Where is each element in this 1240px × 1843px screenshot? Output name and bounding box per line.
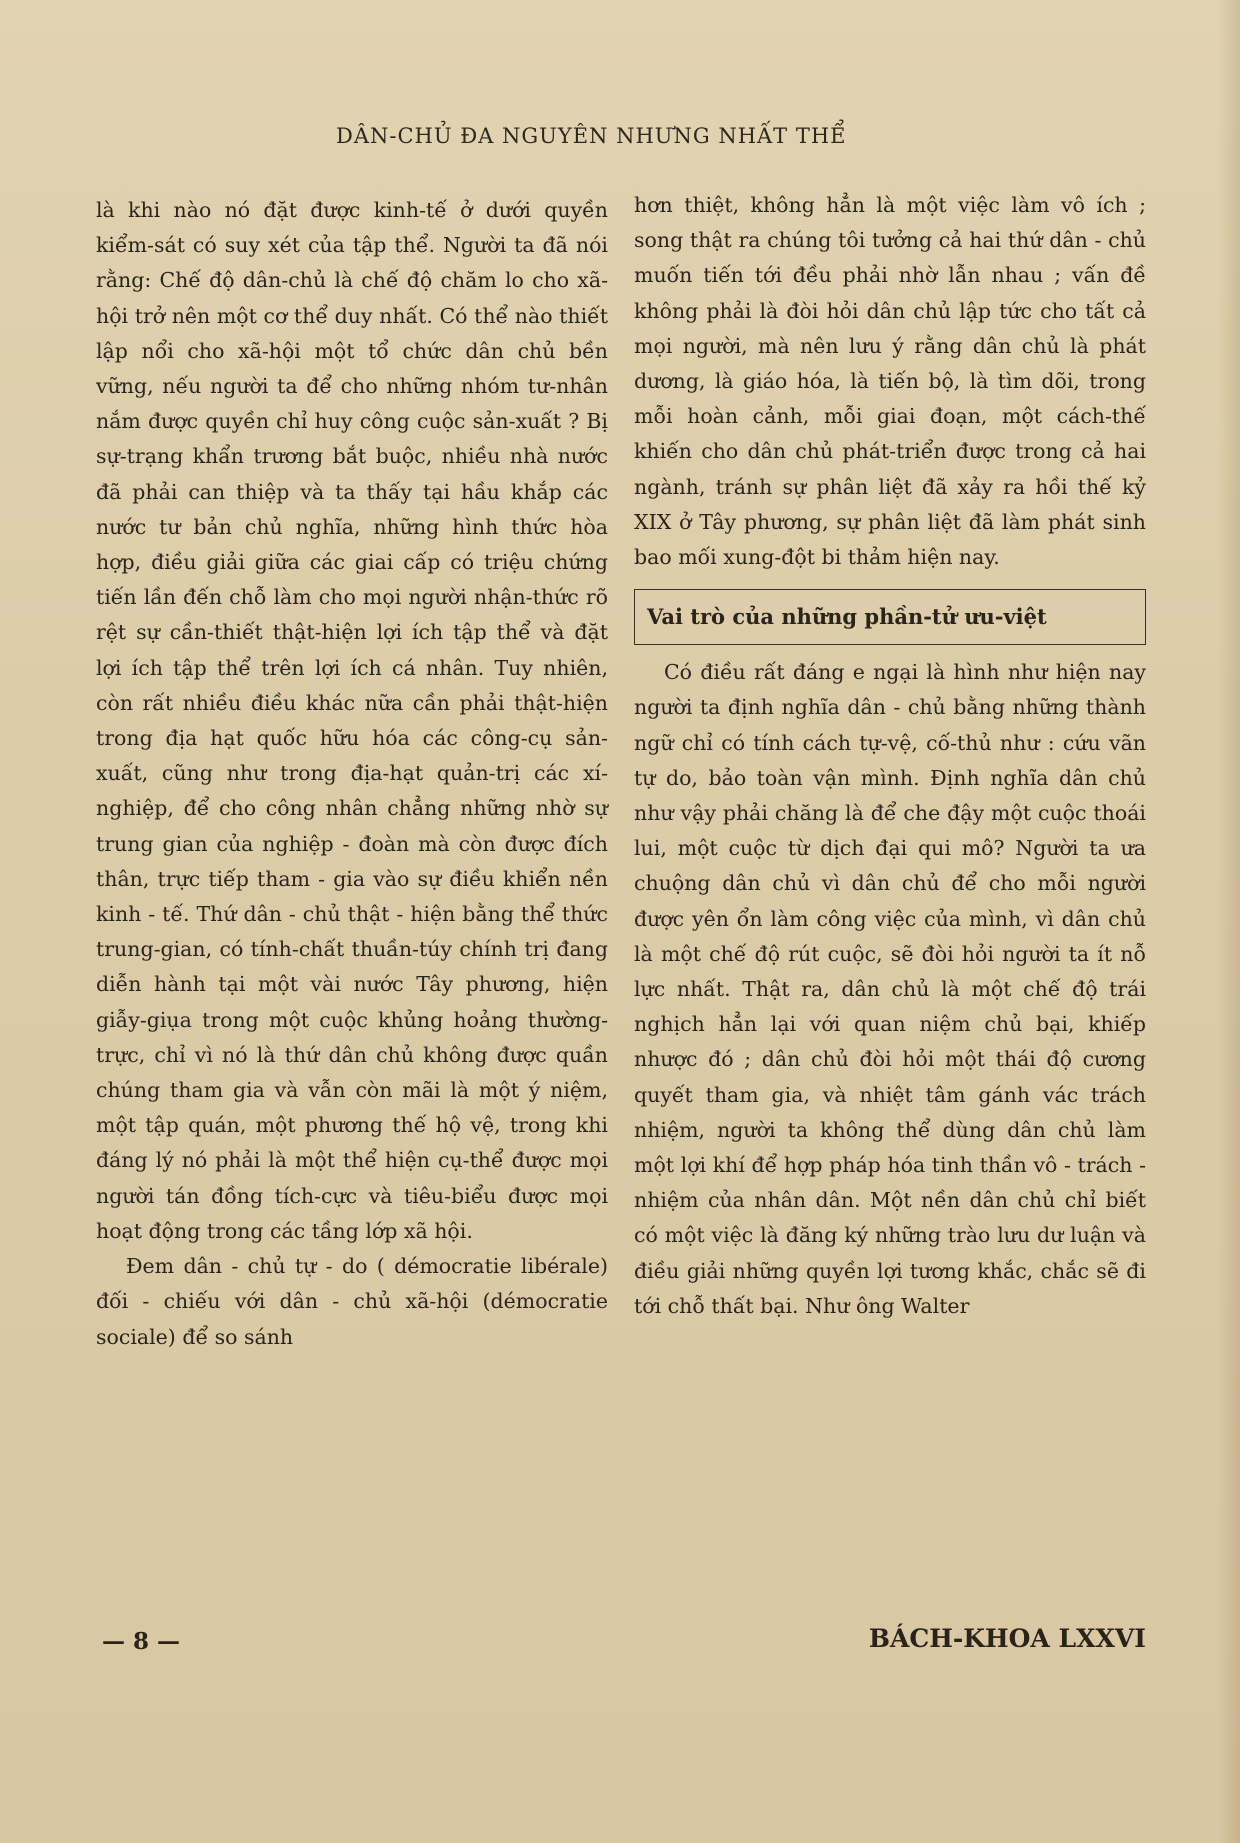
left-paragraph-1: là khi nào nó đặt được kinh-tế ở dưới quyền kiểm-sát có suy xét của tập thể. Người ta đã nói rằng: Chế độ dân-chủ là chế độ chăm lo cho xã-hội trở nên một cơ thể duy nhất. Có thể nào thiết lập nổi cho xã-hội một tổ chức dân chủ bền vững, nếu người ta để cho những nhóm tư-nhân nắm được quyền chỉ huy công cuộc sản-xuất ? Bị sự-trạng khẩn trương bắt buộc, nhiều nhà nước đã phải can thiệp và ta thấy tại hầu khắp các nước tư bản chủ nghĩa, những hình thức hòa hợp, điều giải giữa các giai cấp có triệu chứng tiến lần đến chỗ làm cho mọi người nhận-thức rõ rệt sự cần-thiết thật-hiện lợi ích tập thể và đặt lợi ích tập thể trên lợi ích cá nhân. Tuy nhiên, còn rất nhiều điều khác nữa cần phải thật-hiện trong địa hạt quốc hữu hóa các công-cụ sản-xuất, cũng như trong địa-hạt quản-trị các xí-nghiệp, để cho công nhân chẳng những nhờ sự trung gian của nghiệp - đoàn mà còn được đích thân, trực tiếp tham - gia vào sự điều khiển nền kinh - tế. Thứ dân - chủ thật - hiện bằng thể thức trung-gian, có tính-chất thuần-túy chính trị đang diễn hành tại một vài nước Tây phương, hiện giẫy-giụa trong một cuộc khủng hoảng thường-trực, chỉ vì nó là thứ dân chủ không được quần chúng tham gia và vẫn còn mãi là một ý niệm, một tập quán, một phương thế hộ vệ, trong khi đáng lý nó phải là một thể hiện cụ-thể được mọi người tán đồng tích-cực và tiêu-biểu được mọi hoạt động trong các tầng lớp xã hội. [96, 198, 608, 1243]
left-paragraph-2: Đem dân - chủ tự - do ( démocratie libérale) đối - chiếu với dân - chủ xã-hội (démocratie sociale) để so sánh [96, 1254, 608, 1349]
right-paragraph-1: hơn thiệt, không hẳn là một việc làm vô ích ; song thật ra chúng tôi tưởng cả hai thứ dân - chủ muốn tiến tới đều phải nhờ lẫn nhau ; vấn đề không phải là đòi hỏi dân chủ lập tức cho tất cả mọi người, mà nên lưu ý rằng dân chủ là phát dương, là giáo hóa, là tiến bộ, là tìm dõi, trong mỗi hoàn cảnh, mỗi giai đoạn, một cách-thế khiến cho dân chủ phát-triển được trong cả hai ngành, tránh sự phân liệt đã xảy ra hồi thế kỷ XIX ở Tây phương, sự phân liệt đã làm phát sinh bao mối xung-đột bi thảm hiện nay. [634, 193, 1146, 570]
right-paragraph-2: Có điều rất đáng e ngại là hình như hiện nay người ta định nghĩa dân - chủ bằng những thành ngữ chỉ có tính cách tự-vệ, cố-thủ như : cứu vãn tự do, bảo toàn vận mình. Định nghĩa dân chủ như vậy phải chăng là để che đậy một cuộc thoái lui, một cuộc từ dịch đại qui mô? Người ta ưa chuộng dân chủ vì dân chủ để cho mỗi người được yên ổn làm công việc của mình, vì dân chủ là một chế độ rút cuộc, sẽ đòi hỏi người ta ít nỗ lực nhất. Thật ra, dân chủ là một chế độ trái nghịch hẳn lại với quan niệm chủ bại, khiếp nhược đó ; dân chủ đòi hỏi một thái độ cương quyết tham gia, và nhiệt tâm gánh vác trách nhiệm, người ta không thể dùng dân chủ làm một lợi khí để hợp pháp hóa tinh thần vô - trách - nhiệm của nhân dân. Một nền dân chủ chỉ biết có một việc là đăng ký những trào lưu dư luận và điều giải những quyền lợi tương khắc, chắc sẽ đi tới chỗ thất bại. Như ông Walter [634, 660, 1146, 1318]
right-column [634, 188, 1146, 1324]
journal-title: BÁCH-KHOA LXXVI [868, 1624, 1146, 1653]
section-heading: Vai trò của những phần-tử ưu-việt [634, 589, 1146, 645]
left-column [96, 193, 608, 1355]
running-title: DÂN-CHỦ ĐA NGUYÊN NHƯNG NHẤT THỂ [336, 124, 847, 148]
page-number: — 8 — [102, 1628, 181, 1655]
